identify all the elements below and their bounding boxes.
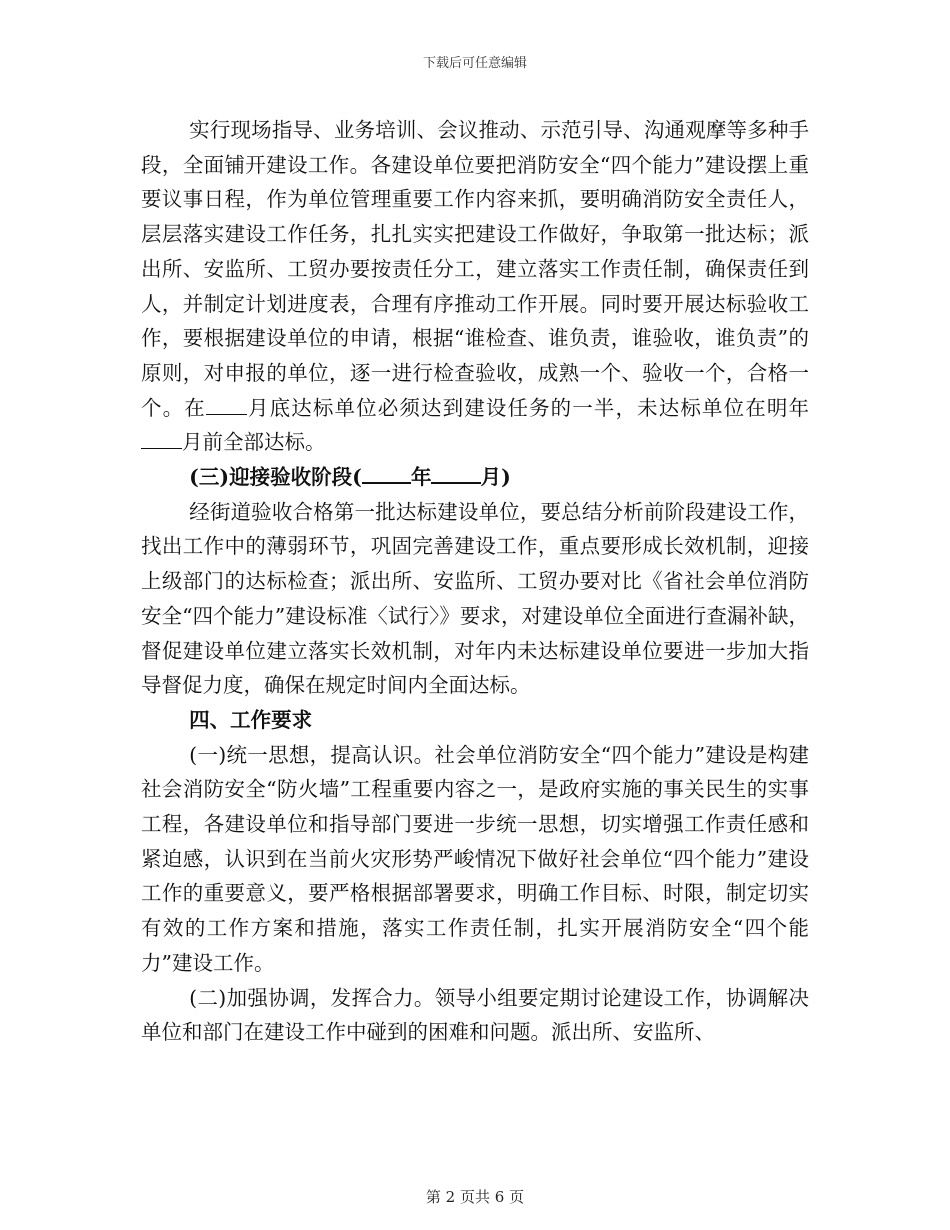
paragraph-text: 月底达标单位必须达到建设任务的一半，未达标单位在明年 [246, 395, 810, 420]
fill-blank [362, 463, 411, 484]
heading-text: 年 [410, 465, 432, 490]
heading-text: 月) [480, 465, 511, 490]
fill-blank [431, 463, 480, 484]
paragraph-acceptance: 经街道验收合格第一批达标建设单位，要总结分析前阶段建设工作，找出工作中的薄弱环节，巩固完善建设工作，重点要形成长效机制，迎接上级部门的达标检查；派出所、安监所、工贸办要对比《省社会单位消防安全“四个能力”建设标准〈试行〉》要求，对建设单位全面进行查漏补缺，督促建设单位建立落实长效机制，对年内未达标建设单位要进一步加大指导督促力度，确保在规定时间内全面达标。 [141, 499, 809, 698]
paragraph-text: 实行现场指导、业务培训、会议推动、示范引导、沟通观摩等多种手段，全面铺开建设工作。各建设单位要把消防安全“四个能力”建设摆上重要议事日程，作为单位管理重要工作内容来抓，要明确消防安全责任人，层层落实建设工作任务，扎扎实实把建设工作做好，争取第一批达标；派出所、安监所、工贸办要按责任分工，建立落实工作责任制，确保责任到人，并制定计划进度表，合理有序推动工作开展。同时要开展达标验收工作，要根据建设单位的申请，根据“谁检查、谁负责，谁验收，谁负责”的原则，对申报的单位，逐一进行检查验收，成熟一个、验收一个，合格一个。在 [141, 118, 809, 420]
heading-acceptance-stage [141, 460, 809, 495]
page-number: 第 2 页共 6 页 [425, 1188, 525, 1206]
paragraph-unify-thinking: (一)统一思想，提高认识。社会单位消防安全“四个能力”建设是构建社会消防安全“防火墙”工程重要内容之一，是政府实施的事关民生的实事工程，各建设单位和指导部门要进一步统一思想，切实增强工作责任感和紧迫感，认识到在当前火灾形势严峻情况下做好社会单位“四个能力”建设工作的重要意义，要严格根据部署要求，明确工作目标、时限，制定切实有效的工作方案和措施，落实工作责任制，扎实开展消防安全“四个能力”建设工作。 [141, 742, 809, 975]
paragraph-strengthen-coordination: (二)加强协调，发挥合力。领导小组要定期讨论建设工作，协调解决单位和部门在建设工作中碰到的困难和问题。派出所、安监所、 [141, 985, 809, 1045]
paragraph-text: 月前全部达标。 [182, 430, 326, 455]
document-body [141, 113, 809, 1050]
fill-blank [141, 429, 182, 449]
paragraph-implementation [141, 113, 809, 460]
page-header-note: 下载后可任意编辑 [422, 56, 527, 71]
fill-blank [206, 394, 247, 414]
heading-text: (三)迎接验收阶段( [189, 465, 362, 490]
heading-work-requirements: 四、工作要求 [189, 707, 313, 732]
